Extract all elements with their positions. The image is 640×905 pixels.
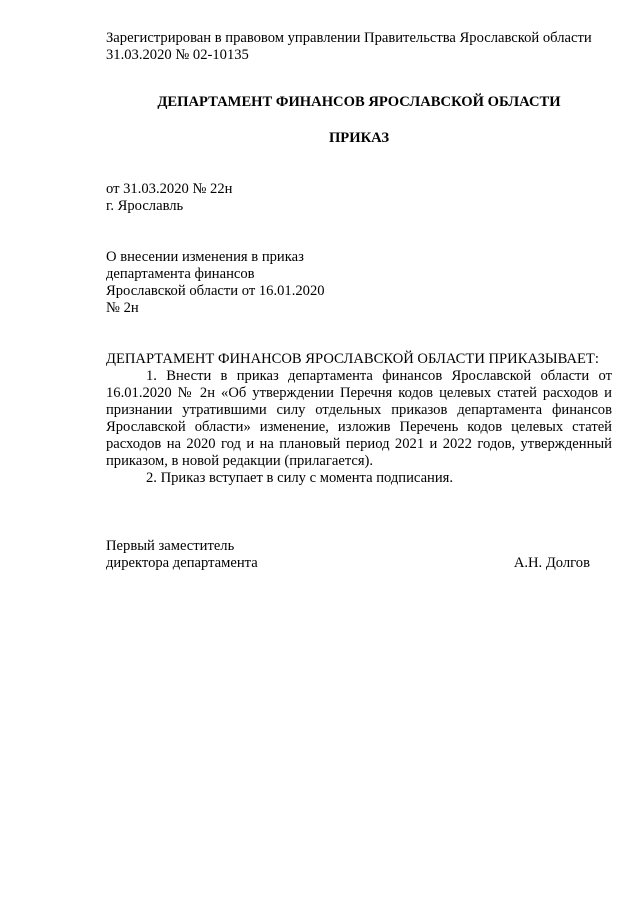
department-title: ДЕПАРТАМЕНТ ФИНАНСОВ ЯРОСЛАВСКОЙ ОБЛАСТИ [157, 94, 561, 110]
order-date-number: от 31.03.2020 № 22н [106, 181, 233, 197]
subject-line: департамента финансов [106, 266, 255, 282]
signatory-position-line2: директора департамента [106, 555, 258, 571]
registration-line: Зарегистрирован в правовом управлении Правительства Ярославской области [106, 30, 592, 46]
registration-stamp [106, 30, 612, 64]
document-page [106, 30, 612, 572]
order-preamble: ДЕПАРТАМЕНТ ФИНАНСОВ ЯРОСЛАВСКОЙ ОБЛАСТИ ПРИКАЗЫВАЕТ: [106, 351, 599, 367]
signature-block [106, 538, 612, 572]
registration-number: 31.03.2020 № 02-10135 [106, 47, 249, 63]
order-subject [106, 249, 612, 317]
order-item-2: 2. Приказ вступает в силу с момента подписания. [146, 470, 454, 486]
order-city: г. Ярославль [106, 198, 184, 214]
signatory-name: А.Н. Долгов [513, 555, 590, 571]
subject-line: О внесении изменения в приказ [106, 249, 304, 265]
subject-line: № 2н [106, 300, 139, 316]
order-meta [106, 181, 612, 215]
order-item-1: 1. Внести в приказ департамента финансов Ярославской области от 16.01.2020 № 2н «Об утверждении Перечня кодов целевых статей расходов и признании утратившими силу отдельных приказов департамента финансов Ярославской области» изменение, изложив Перечень кодов целевых статей расходов на 2020 год и на плановый период 2021 и 2022 годов, утвержденный приказом, в новой редакции (прилагается). [106, 368, 612, 469]
subject-line: Ярославской области от 16.01.2020 [106, 283, 325, 299]
signatory-position-line1: Первый заместитель [106, 538, 235, 554]
order-body [106, 351, 612, 487]
document-type-title: ПРИКАЗ [328, 130, 390, 146]
signature-row [106, 555, 590, 572]
